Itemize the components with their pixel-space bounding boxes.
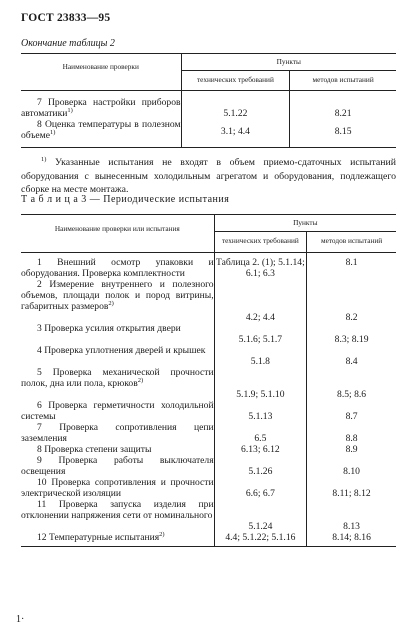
col-header-group: Пункты	[181, 54, 396, 71]
row-name: 12 Температурные испытания	[37, 532, 160, 543]
col-header-name: Наименование проверки	[21, 54, 181, 91]
row-req: 6.13; 6.12	[214, 444, 307, 455]
footnote-ref: 2)	[137, 377, 144, 384]
table-3-title: Т а б л и ц а 3 — Периодические испытания	[21, 194, 230, 205]
row-req: 4.2; 4.4	[214, 279, 307, 323]
row-name: 7 Проверка сопротивления цепи заземления	[21, 422, 214, 444]
table-3	[21, 214, 396, 547]
row-meth: 8.14; 8.16	[307, 532, 396, 547]
col-header-meth: методов испытаний	[290, 71, 396, 91]
row-meth: 8.8	[345, 433, 358, 444]
footnote-ref: 2)	[159, 531, 165, 538]
footnote-ref: 1)	[67, 107, 73, 114]
row-meth: 8.10	[343, 466, 360, 477]
table-row	[21, 532, 396, 547]
row-meth: 8.3; 8.19	[334, 334, 369, 345]
table-row	[21, 367, 396, 400]
table-row	[21, 279, 396, 323]
footnote-mark: 1)	[41, 156, 47, 163]
row-req: 5.1.22	[181, 91, 290, 120]
row-meth: 8.11; 8.12	[332, 488, 371, 499]
row-name: 10 Проверка сопротивления и прочности электрической изоляции	[21, 477, 214, 499]
table-row	[21, 444, 396, 455]
table-row	[21, 422, 396, 444]
table-row	[21, 400, 396, 422]
row-req: 5.1.13	[214, 400, 307, 422]
document-code: ГОСТ 23833—95	[21, 12, 111, 24]
row-meth: 8.21	[334, 108, 352, 119]
row-meth: 8.5; 8.6	[337, 389, 367, 400]
footnote-ref: 1)	[50, 129, 56, 136]
table-row	[21, 499, 396, 532]
row-meth: 8.7	[345, 411, 358, 422]
row-req: 5.1.9; 5.1.10	[214, 367, 307, 400]
row-req: 3.1; 4.4	[181, 119, 290, 148]
row-req: 4.4; 5.1.22; 5.1.16	[214, 532, 307, 547]
row-meth: 8.15	[290, 119, 396, 148]
table-continuation-label: Окончание таблицы 2	[21, 38, 115, 49]
col-header-req: технических требований	[181, 71, 290, 91]
page-mark: 1·	[16, 614, 25, 625]
row-name: 9 Проверка работы выключателя освещения	[21, 455, 214, 477]
row-name: 7 Проверка настройки приборов автоматики	[21, 97, 181, 119]
row-meth: 8.4	[345, 356, 358, 367]
table-row	[21, 455, 396, 477]
col-header-name: Наименование проверки или испытания	[21, 215, 214, 253]
row-name: 3 Проверка усилия открытия двери	[37, 323, 181, 334]
row-req: 5.1.24	[214, 499, 307, 532]
row-meth: 8.2	[345, 312, 358, 323]
table-row	[21, 345, 396, 367]
row-meth: 8.9	[345, 444, 358, 455]
table-row	[21, 119, 396, 148]
row-name: 8 Проверка степени защиты	[37, 444, 152, 455]
row-req: 6.5	[214, 422, 307, 444]
row-meth: 8.13	[343, 521, 360, 532]
row-req: 6.6; 6.7	[214, 477, 307, 499]
footnote-text: Указанные испытания не входят в объем приемо-сдаточных испытаний оборудования с вынесенным холодильным агрегатом и оборудования, подлежащего сборке на месте монтажа.	[21, 157, 396, 195]
col-header-meth: методов испытаний	[307, 232, 396, 253]
row-name: 11 Проверка запуска изделия при отклонении напряжения сети от номинального	[21, 499, 214, 521]
row-name: 2 Измерение внутреннего и полезного объемов, площади полок и пород витрины, габаритных размеров	[21, 279, 214, 312]
row-name: 8 Оценка температуры в полезном объеме	[21, 119, 181, 141]
table-row	[21, 323, 396, 345]
table-2	[21, 53, 396, 148]
table-row	[21, 91, 396, 120]
row-name: 5 Проверка механической прочности полок, дна или пола, крюков	[21, 367, 214, 389]
row-name: 6 Проверка герметичности холодильной системы	[21, 400, 214, 422]
row-req: 5.1.6; 5.1.7	[214, 323, 307, 345]
table-row	[21, 477, 396, 499]
row-req: Таблица 2. (1); 5.1.14; 6.1; 6.3	[214, 253, 307, 280]
row-name: 1 Внешний осмотр упаковки и оборудования. Проверка комплектности	[21, 257, 214, 279]
footnote	[21, 156, 396, 197]
col-header-group: Пункты	[214, 215, 396, 232]
row-req: 5.1.26	[214, 455, 307, 477]
col-header-req: технических требований	[214, 232, 307, 253]
table-row	[21, 253, 396, 280]
row-name: 4 Проверка уплотнения дверей и крышек	[37, 345, 206, 356]
row-meth: 8.1	[345, 257, 358, 268]
footnote-ref: 2)	[108, 300, 114, 307]
row-req: 5.1.8	[214, 345, 307, 367]
